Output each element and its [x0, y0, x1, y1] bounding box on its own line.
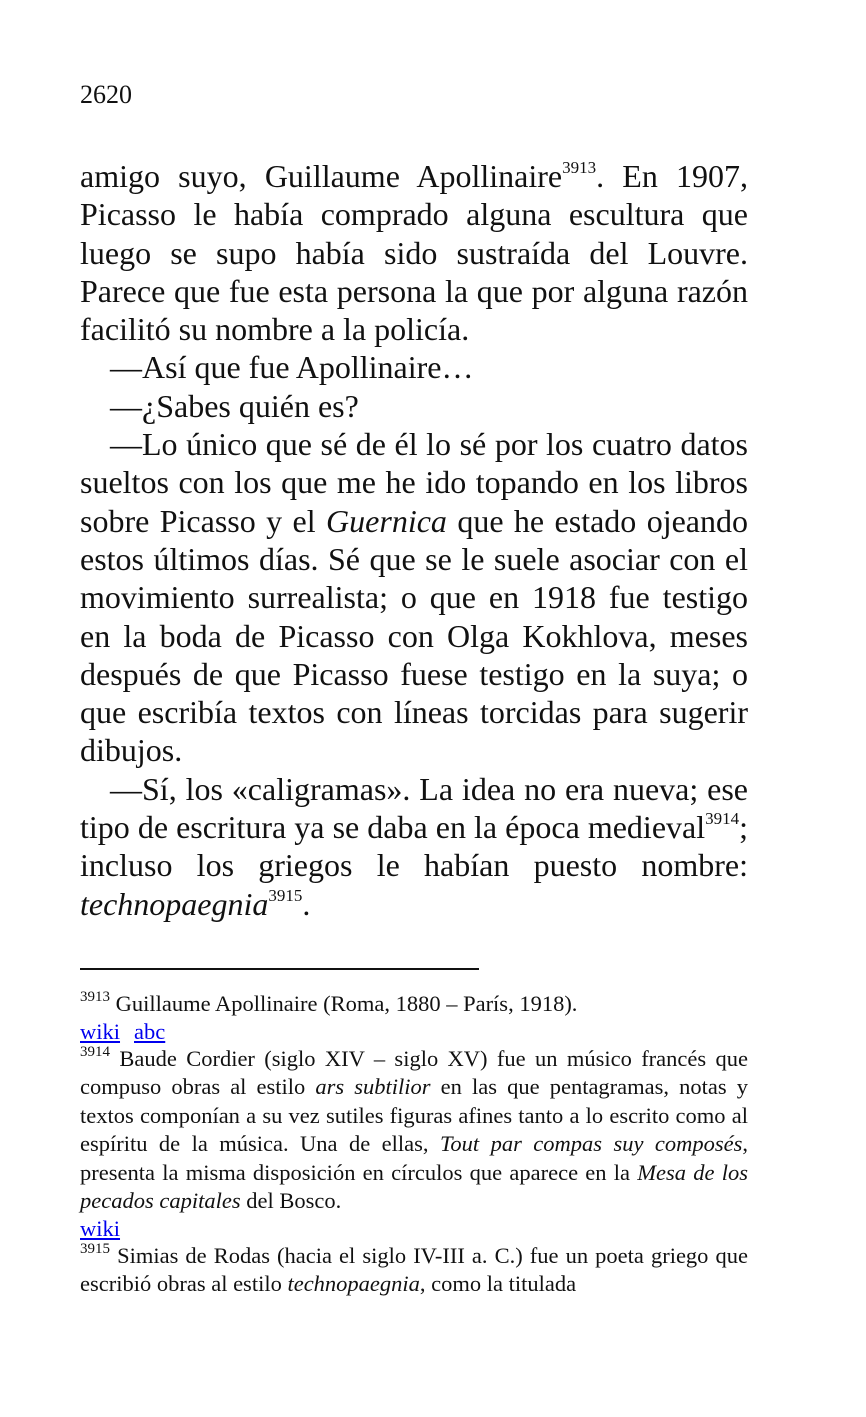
italic-title: Guernica	[326, 502, 447, 539]
footnote-number: 3913	[80, 989, 110, 1005]
page-number: 2620	[80, 80, 132, 109]
text-span: . En 1907, Picasso le había comprado alguna escultura que luego se supo había sido sustraída del Louvre. Parece que fue esta persona la que por alguna razón facilitó su nombre a la policía.	[80, 158, 749, 348]
text-span: ; incluso los griegos le habían puesto nombre:	[80, 809, 748, 884]
footnote-text: , como la titulada	[419, 1271, 577, 1296]
text-span: —Sí, los «caligramas». La idea no era nueva; ese tipo de escritura ya se daba en la época medieval	[80, 770, 748, 846]
dialog-line: —¿Sabes quién es?	[110, 387, 359, 424]
footnote-ref-3913[interactable]: 3913	[562, 158, 597, 177]
main-text	[80, 157, 748, 923]
paragraph	[80, 157, 748, 348]
italic-term: technopaegnia	[80, 885, 269, 922]
footnote-text: Simias de Rodas (hacia el siglo IV-III a. C.) fue un poeta griego que escribió obras al estilo	[80, 1242, 748, 1296]
footnote-text: , presenta la misma disposición en círculos que aparece en la	[80, 1131, 748, 1185]
footnote-text: del Bosco.	[240, 1188, 342, 1213]
italic-title: Mesa de los pecados capitales	[80, 1159, 749, 1213]
footnote-number: 3915	[80, 1240, 110, 1257]
footnote-3915	[80, 1242, 748, 1299]
italic-term: technopaegnia	[287, 1271, 420, 1296]
text-span: amigo suyo, Guillaume Apollinaire	[80, 158, 563, 194]
text-span: —Lo único que sé de él lo sé por los cuatro datos sueltos con los que me he ido topando en los libros sobre Picasso y el	[80, 426, 748, 539]
footnotes	[80, 990, 748, 1299]
footnote-links	[80, 1216, 748, 1242]
dialog-line	[80, 425, 748, 770]
footnote-divider	[80, 968, 479, 970]
text-span: que he estado ojeando estos últimos días. Sé que se le suele asociar con el movimiento surrealista; o que en 1918 fue testigo en la boda de Picasso con Olga Kokhlova, meses después de que Picasso fuese testigo en la suya; o que escribía textos con líneas torcidas para sugerir dibujos.	[80, 502, 748, 769]
footnote-links	[80, 1019, 748, 1045]
abc-link[interactable]: abc	[134, 1018, 166, 1044]
italic-term: ars subtilior	[315, 1074, 431, 1099]
footnote-ref-3914[interactable]: 3914	[705, 809, 740, 829]
wiki-link[interactable]: wiki	[80, 1018, 121, 1044]
wiki-link[interactable]: wiki	[80, 1215, 121, 1241]
footnote-3914	[80, 1045, 748, 1216]
dialog-line: —Así que fue Apollinaire…	[110, 349, 474, 386]
italic-title: Tout par compas suy composés	[439, 1131, 743, 1156]
footnote-ref-3915[interactable]: 3915	[268, 885, 303, 905]
dialog-line	[80, 770, 748, 923]
footnote-text: Guillaume Apollinaire (Roma, 1880 – París, 1918).	[110, 991, 578, 1016]
footnote-text: Baude Cordier (siglo XIV – siglo XV) fue un músico francés que compuso obras al estilo	[80, 1045, 748, 1099]
footnote-text: en las que pentagramas, notas y textos componían a su vez sutiles figuras afines tanto a lo escrito como al espíritu de la música. Una de ellas,	[80, 1074, 748, 1156]
text-span: .	[302, 885, 311, 922]
footnote-3913	[80, 990, 748, 1019]
footnote-number: 3914	[80, 1043, 110, 1060]
